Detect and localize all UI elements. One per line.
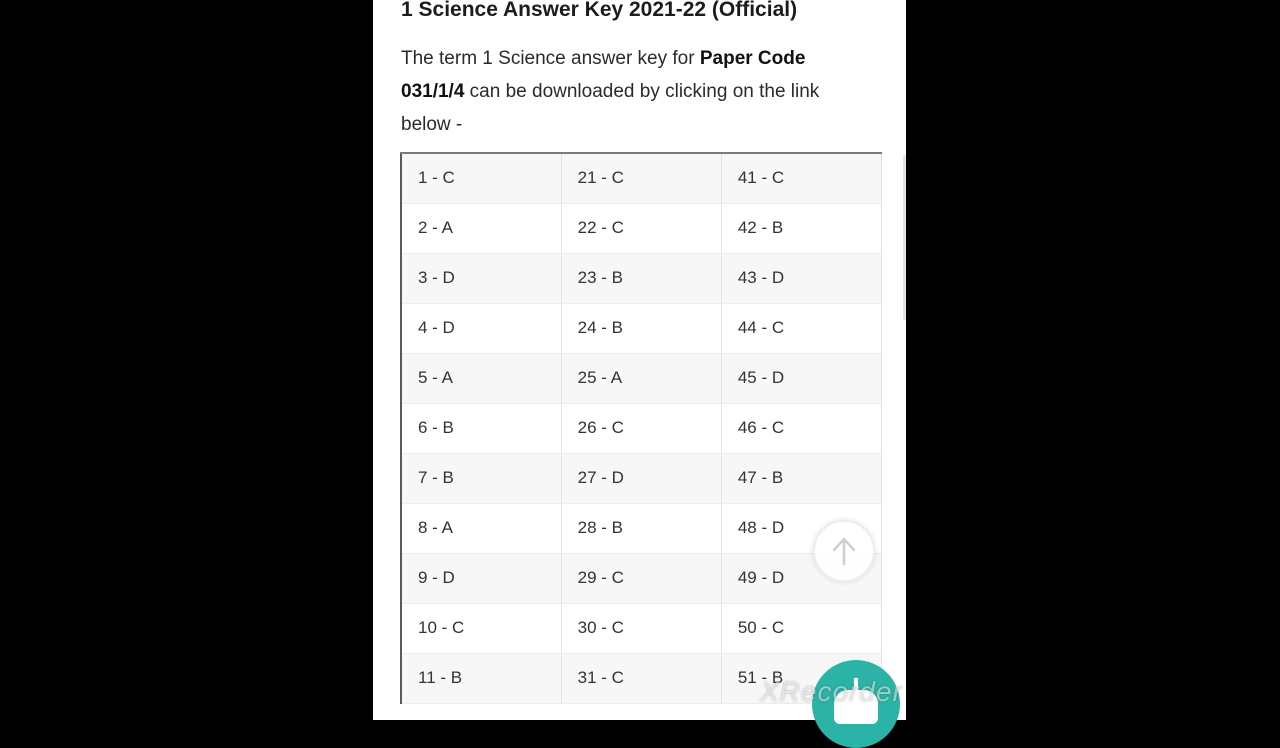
- answer-cell: 4 - D: [401, 303, 561, 353]
- paper-code: Paper Code 031/1/4: [401, 48, 806, 102]
- answer-cell: 26 - C: [561, 403, 721, 453]
- answer-cell: 50 - C: [721, 603, 881, 653]
- answer-cell: 7 - B: [401, 453, 561, 503]
- answer-cell: 31 - C: [561, 653, 721, 703]
- intro-prefix: The term 1 Science answer key for: [401, 48, 700, 69]
- table-row: [401, 503, 882, 553]
- table-row: [401, 153, 882, 203]
- table-row: [401, 603, 882, 653]
- intro-suffix: can be downloaded by clicking on the link below -: [401, 81, 820, 135]
- answer-cell: 24 - B: [561, 303, 721, 353]
- answer-cell: 43 - D: [721, 253, 881, 303]
- table-row: [401, 453, 882, 503]
- answer-cell: 23 - B: [561, 253, 721, 303]
- answer-cell: 27 - D: [561, 453, 721, 503]
- answer-cell: 1 - C: [401, 153, 561, 203]
- answer-cell: 30 - C: [561, 603, 721, 653]
- answer-cell: 51 - B: [721, 653, 881, 703]
- scroll-to-top-button[interactable]: [813, 520, 875, 582]
- answer-cell: 6 - B: [401, 403, 561, 453]
- answer-cell: 9 - D: [401, 553, 561, 603]
- answer-cell: 3 - D: [401, 253, 561, 303]
- table-row: [401, 403, 882, 453]
- answer-cell: 8 - A: [401, 503, 561, 553]
- answer-cell: 44 - C: [721, 303, 881, 353]
- answer-cell: 49 - D: [721, 553, 881, 603]
- answer-cell: 2 - A: [401, 203, 561, 253]
- answer-cell: 5 - A: [401, 353, 561, 403]
- table-row: [401, 303, 882, 353]
- answer-cell: 10 - C: [401, 603, 561, 653]
- answer-cell: 25 - A: [561, 353, 721, 403]
- answer-key-table: [400, 152, 882, 704]
- article-heading: 1 Science Answer Key 2021-22 (Official): [401, 0, 798, 21]
- table-row: [401, 253, 882, 303]
- answer-cell: 42 - B: [721, 203, 881, 253]
- recorder-watermark: XRecorder: [760, 676, 903, 707]
- scrollbar[interactable]: [903, 155, 906, 320]
- article-intro: [401, 42, 871, 141]
- table-row: [401, 553, 882, 603]
- answer-cell: 46 - C: [721, 403, 881, 453]
- page-viewport: [373, 0, 906, 720]
- answer-cell: 28 - B: [561, 503, 721, 553]
- answer-cell: 11 - B: [401, 653, 561, 703]
- answer-cell: 29 - C: [561, 553, 721, 603]
- table-row: [401, 203, 882, 253]
- answer-cell: 45 - D: [721, 353, 881, 403]
- answer-cell: 21 - C: [561, 153, 721, 203]
- answer-cell: 41 - C: [721, 153, 881, 203]
- answer-cell: 22 - C: [561, 203, 721, 253]
- table-row: [401, 353, 882, 403]
- answer-cell: 47 - B: [721, 453, 881, 503]
- answer-cell: 48 - D: [721, 503, 881, 553]
- arrow-up-icon: [831, 536, 857, 566]
